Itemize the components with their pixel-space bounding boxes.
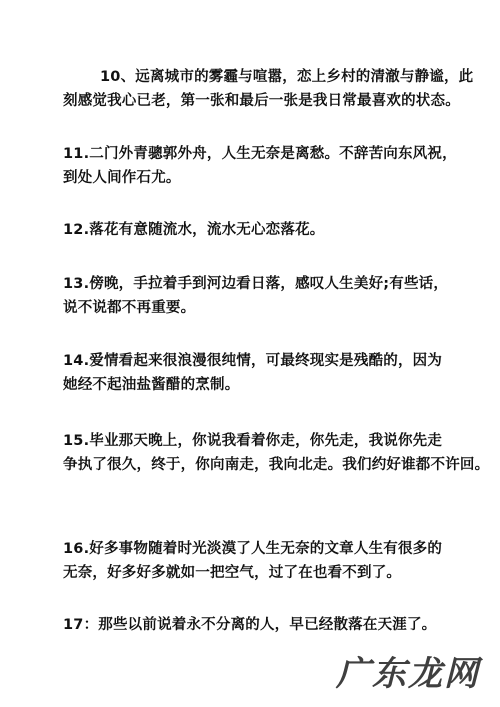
quote-line: 17：那些以前说着永不分离的人，早已经散落在天涯了。 [63, 617, 437, 633]
site-watermark-logo: 广东龙网 [336, 654, 480, 694]
quote-line: 刻感觉我心已老，第一张和最后一张是我日常最喜欢的状态。 [63, 93, 460, 109]
quote-line: 11.二门外青骢郭外舟，人生无奈是离愁。不辞苦向东风祝， [63, 146, 457, 162]
quote-line: 到处人间作石尤。 [63, 170, 181, 186]
quote-entry-16 [63, 537, 453, 585]
quote-line: 15.毕业那天晚上，你说我看着你走，你先走，我说你先走 [63, 433, 443, 449]
quote-line: 13.傍晚，手拉着手到河边看日落，感叹人生美好;有些话， [63, 276, 449, 292]
quote-line: 争执了很久，终于，你向南走，我向北走。我们约好谁都不许回。 [63, 457, 490, 473]
quote-line: 10、远离城市的雾霾与喧嚣，恋上乡村的清澈与静谧，此 [100, 69, 474, 85]
quote-entry-14 [63, 349, 453, 397]
quote-entry-13 [63, 272, 453, 320]
quote-line: 说不说都不再重要。 [63, 300, 196, 316]
quote-entry-11 [63, 142, 457, 190]
quote-line: 14.爱情看起来很浪漫很纯情，可最终现实是残酷的，因为 [63, 353, 443, 369]
quote-entry-15 [63, 429, 490, 477]
quote-entry-10 [63, 65, 474, 113]
quote-line: 她经不起油盐酱醋的烹制。 [63, 377, 240, 393]
quote-entry-17 [63, 613, 453, 637]
quote-entry-12 [63, 218, 453, 242]
quote-line: 16.好多事物随着时光淡漠了人生无奈的文章人生有很多的 [63, 541, 443, 557]
quote-line: 无奈，好多好多就如一把空气，过了在也看不到了。 [63, 565, 402, 581]
quote-line: 12.落花有意随流水，流水无心恋落花。 [63, 222, 325, 238]
